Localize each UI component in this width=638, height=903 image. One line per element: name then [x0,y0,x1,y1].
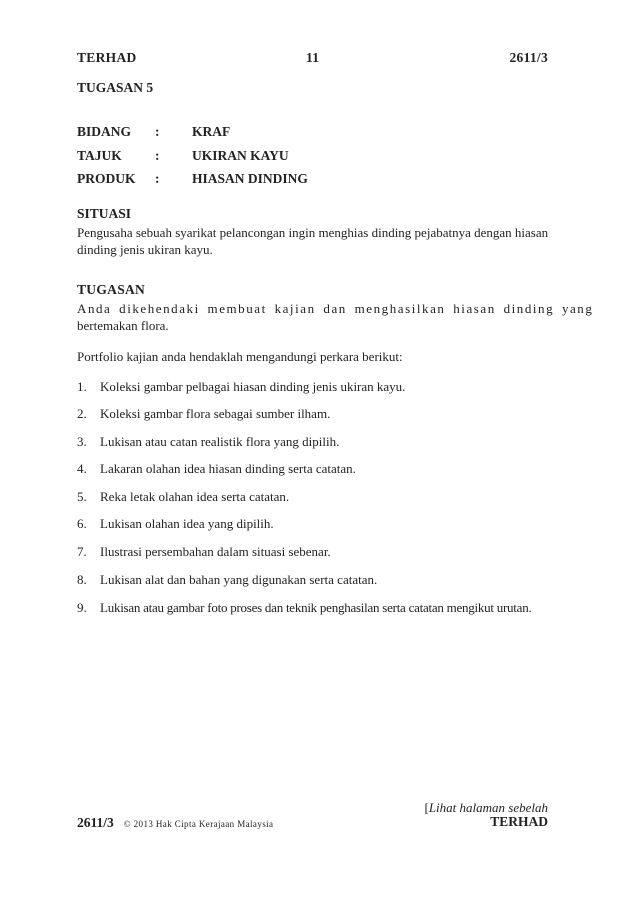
list-number: 2. [77,406,87,421]
info-label: BIDANG [77,124,132,139]
info-label: PRODUK [77,171,136,186]
list-text: Koleksi gambar pelbagai hiasan dinding jenis ukiran kayu. [100,379,406,394]
info-value: UKIRAN KAYU [192,148,289,163]
list-number: 8. [77,572,87,587]
info-separator: : [155,171,160,186]
list-number: 1. [77,379,87,394]
footer-classification: TERHAD [490,814,548,829]
header-classification: TERHAD [77,50,137,65]
list-text: Lakaran olahan idea hiasan dinding serta catatan. [100,461,356,476]
footer-copyright: © 2013 Hak Cipta Kerajaan Malaysia [123,819,274,829]
info-value: HIASAN DINDING [192,171,308,186]
list-text: Lukisan alat dan bahan yang digunakan serta catatan. [100,572,378,587]
info-value: KRAF [192,124,231,139]
tugasan-heading: TUGASAN [77,282,146,297]
portfolio-intro: Portfolio kajian anda hendaklah mengandungi perkara berikut: [77,349,403,364]
footer-paper-code: 2611/3 [77,815,114,830]
list-number: 5. [77,489,87,504]
list-number: 4. [77,461,87,476]
list-text: Reka letak olahan idea serta catatan. [100,489,290,504]
tugasan-line-1: Anda dikehendaki membuat kajian dan menghasilkan hiasan dinding yang [77,301,594,316]
situasi-heading: SITUASI [77,206,132,221]
list-number: 9. [77,600,87,615]
list-text: Lukisan atau gambar foto proses dan teknik penghasilan serta catatan mengikut urutan. [100,600,532,615]
page-number: 11 [306,50,320,65]
info-separator: : [155,124,160,139]
tugasan-text [77,300,594,334]
tugasan-line-2: bertemakan flora. [77,318,169,333]
task-title: TUGASAN 5 [77,80,154,95]
header-paper-code: 2611/3 [509,50,548,65]
list-number: 6. [77,516,87,531]
situasi-line-2: dinding jenis ukiran kayu. [77,242,213,257]
list-text: Lukisan olahan idea yang dipilih. [100,516,274,531]
situasi-text [77,224,551,258]
list-text: Koleksi gambar flora sebagai sumber ilham. [100,406,331,421]
list-number: 7. [77,544,87,559]
situasi-line-1: Pengusaha sebuah syarikat pelancongan ingin menghias dinding pejabatnya dengan hiasan [77,225,549,240]
list-text: Ilustrasi persembahan dalam situasi sebenar. [100,544,331,559]
footer-next-page: Lihat halaman sebelah [428,800,548,815]
list-number: 3. [77,434,87,449]
info-separator: : [155,148,160,163]
footer-bracket: [ [424,800,429,815]
info-label: TAJUK [77,148,122,163]
list-text: Lukisan atau catan realistik flora yang dipilih. [100,434,340,449]
footer-copyright-line [77,814,273,832]
